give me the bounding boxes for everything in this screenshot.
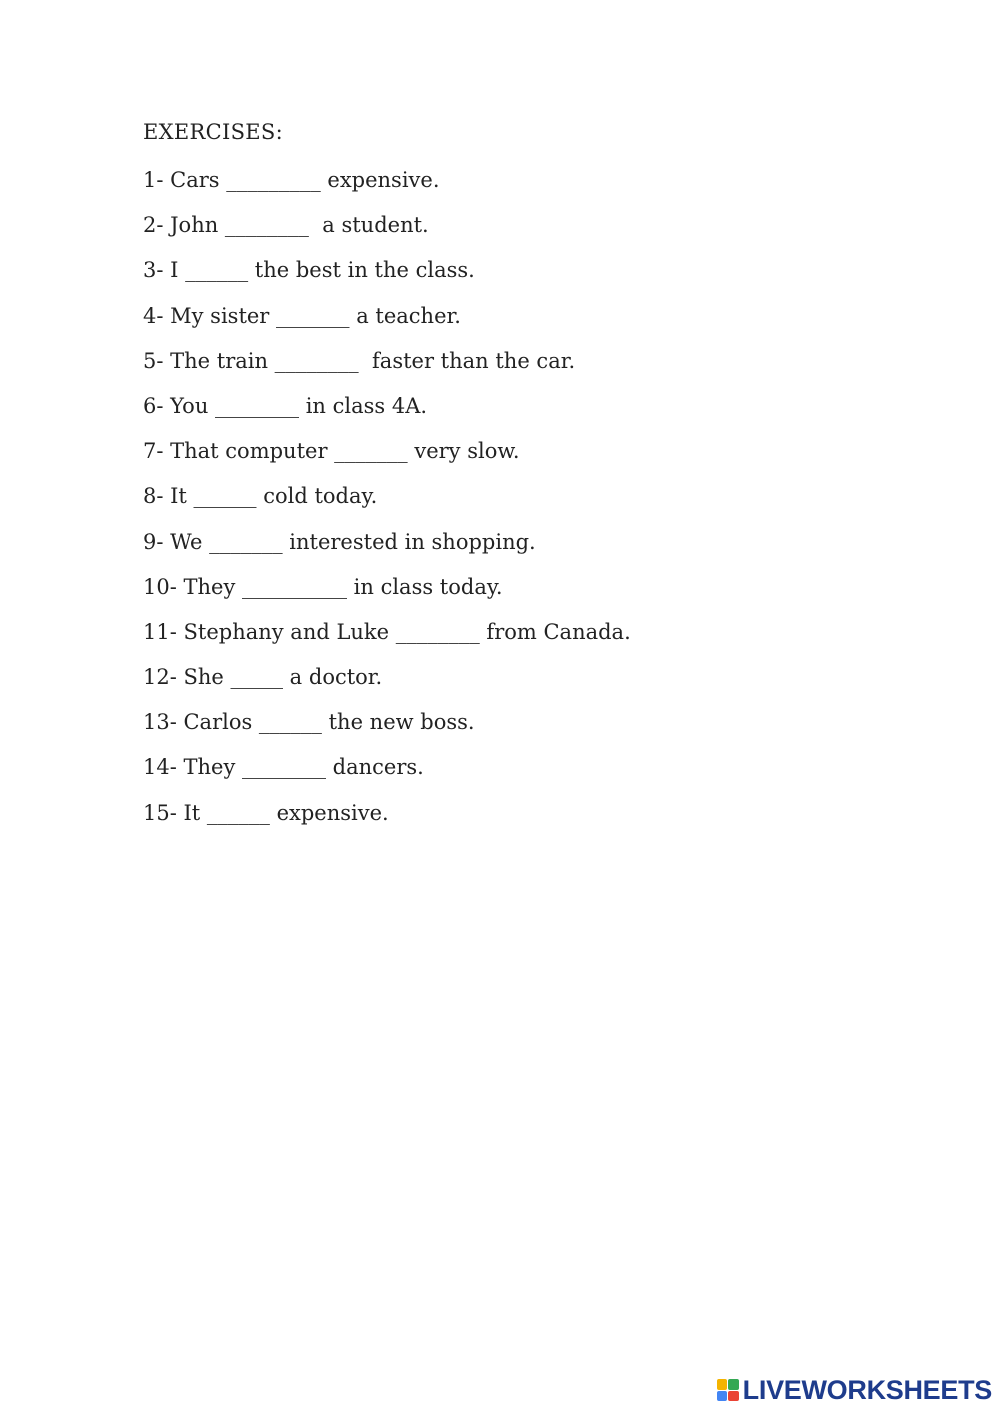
- exercise-item-6: 6- You ________ in class 4A.: [143, 393, 428, 418]
- logo-square-yellow: [717, 1379, 728, 1390]
- liveworksheets-mark-icon: [717, 1379, 739, 1401]
- exercise-item-5: 5- The train ________ faster than the car.: [143, 348, 576, 373]
- exercise-item-4: 4- My sister _______ a teacher.: [143, 303, 461, 328]
- exercise-item-8: 8- It ______ cold today.: [143, 484, 378, 509]
- exercise-item-7: 7- That computer _______ very slow.: [143, 439, 520, 464]
- exercise-item-3: 3- I ______ the best in the class.: [143, 258, 475, 283]
- exercise-item-12: 12- She _____ a doctor.: [143, 665, 383, 690]
- exercise-item-15: 15- It ______ expensive.: [143, 800, 389, 825]
- exercise-item-10: 10- They __________ in class today.: [143, 574, 503, 599]
- exercise-item-9: 9- We _______ interested in shopping.: [143, 529, 536, 554]
- exercise-item-14: 14- They ________ dancers.: [143, 755, 424, 780]
- logo-square-blue: [717, 1391, 728, 1402]
- exercise-item-2: 2- John ________ a student.: [143, 213, 429, 238]
- exercise-list: [143, 165, 631, 843]
- liveworksheets-brand-text: LIVEWORKSHEETS: [742, 1374, 992, 1405]
- logo-square-red: [728, 1391, 739, 1402]
- exercise-item-11: 11- Stephany and Luke ________ from Canada.: [143, 619, 631, 644]
- worksheet-heading: EXERCISES:: [143, 120, 283, 144]
- exercise-item-1: 1- Cars _________ expensive.: [143, 168, 440, 192]
- exercise-item-13: 13- Carlos ______ the new boss.: [143, 710, 475, 735]
- logo-square-green: [728, 1379, 739, 1390]
- liveworksheets-logo: [717, 1375, 992, 1405]
